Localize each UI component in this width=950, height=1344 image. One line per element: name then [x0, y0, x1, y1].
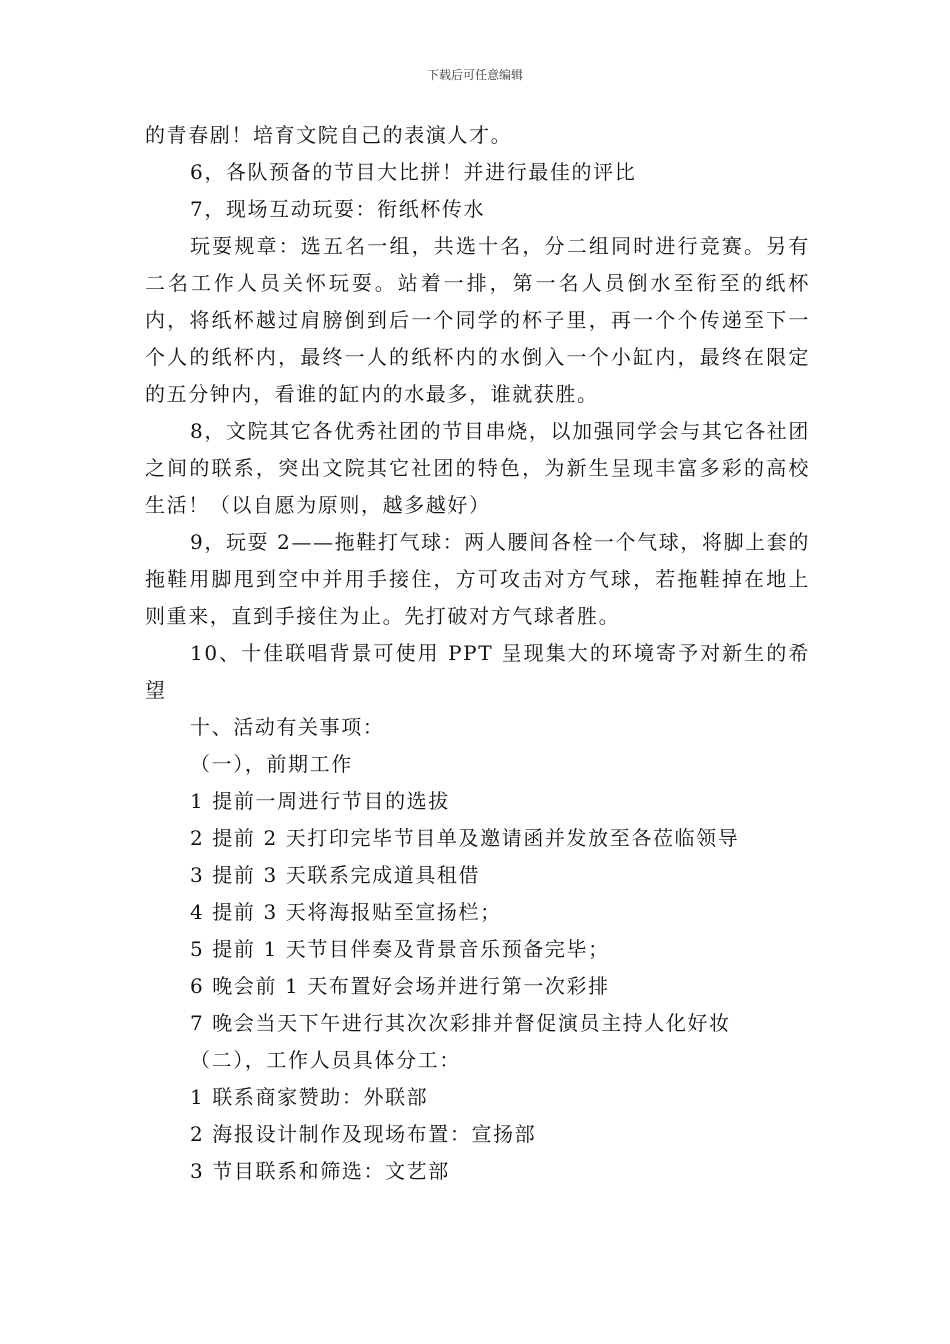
list-item: 7 晚会当天下午进行其次次彩排并督促演员主持人化好妆	[190, 1011, 731, 1035]
list-item: 6 晚会前 1 天布置好会场并进行第一次彩排	[190, 974, 610, 998]
paragraph-item-8: 8，文院其它各优秀社团的节目串烧，以加强同学会与其它各社团之间的联系，突出文院其它社团的特色，为新生呈现丰富多彩的高校生活！（以自愿为原则，越多越好）	[145, 419, 810, 517]
list-item: 1 提前一周进行节目的选拔	[190, 789, 450, 813]
list-item: 2 海报设计制作及现场布置：宣扬部	[190, 1122, 537, 1146]
paragraph-game-rules: 玩耍规章：选五名一组，共选十名，分二组同时进行竞赛。另有二名工作人员关怀玩耍。站着一排，第一名人员倒水至衔至的纸杯内，将纸杯越过肩膀倒到后一个同学的杯子里，再一个个传递至下一个人的纸杯内，最终一人的纸杯内的水倒入一个小缸内，最终在限定的五分钟内，看谁的缸内的水最多，谁就获胜。	[145, 234, 810, 406]
subsection-heading-2: （二），工作人员具体分工：	[190, 1048, 461, 1072]
subsection-heading-1: （一），前期工作	[190, 752, 353, 776]
section-heading-10: 十、活动有关事项：	[190, 715, 385, 739]
paragraph-item-9: 9，玩耍 2——拖鞋打气球：两人腰间各栓一个气球，将脚上套的拖鞋用脚甩到空中并用手接住，方可攻击对方气球，若拖鞋掉在地上则重来，直到手接住为止。先打破对方气球者胜。	[145, 530, 810, 628]
paragraph-item-10: 10、十佳联唱背景可使用 PPT 呈现集大的环境寄予对新生的希望	[145, 641, 810, 702]
paragraph-continuation: 的青春剧！培育文院自己的表演人才。	[145, 123, 513, 147]
list-item: 1 联系商家赞助：外联部	[190, 1085, 429, 1109]
list-item: 2 提前 2 天打印完毕节目单及邀请函并发放至各莅临领导	[190, 826, 740, 850]
list-item: 3 节目联系和筛选：文艺部	[190, 1159, 450, 1183]
page-header: 下载后可任意编辑	[426, 68, 523, 82]
paragraph-item-6: 6，各队预备的节目大比拼！并进行最佳的评比	[190, 160, 637, 184]
list-item: 5 提前 1 天节目伴奏及背景音乐预备完毕；	[190, 937, 610, 961]
list-item: 4 提前 3 天将海报贴至宣扬栏；	[190, 900, 502, 924]
paragraph-item-7: 7，现场互动玩耍：衔纸杯传水	[190, 197, 486, 221]
list-item: 3 提前 3 天联系完成道具租借	[190, 863, 481, 887]
document-body	[145, 117, 810, 1190]
